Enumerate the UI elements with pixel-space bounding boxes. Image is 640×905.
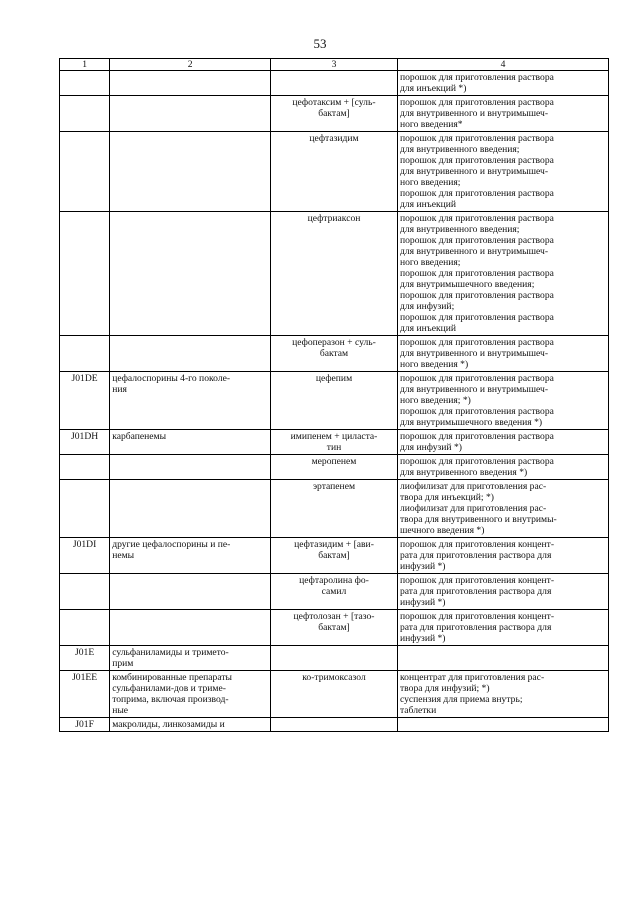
- dosage-form-line: ного введения;: [399, 177, 461, 188]
- table-row: [60, 574, 609, 610]
- table-row: [60, 336, 609, 372]
- atc-code-cell: [60, 480, 110, 538]
- dosage-form-line: порошок для приготовления раствора: [399, 337, 554, 348]
- dosage-form-line: порошок для приготовления раствора: [399, 97, 554, 108]
- dosage-form-line: порошок для приготовления раствора: [399, 312, 554, 323]
- dosage-form-line: для внутривенного введения;: [399, 224, 520, 235]
- dosage-forms-cell: [397, 718, 608, 732]
- group-name-cell: [110, 212, 271, 336]
- atc-code-cell: J01EE: [60, 671, 110, 718]
- drug-name-cell: [270, 718, 397, 732]
- atc-code-cell: [60, 71, 110, 96]
- dosage-form-line: шечного введения *): [399, 525, 485, 536]
- table-row: [60, 372, 609, 430]
- header-cell: 3: [270, 59, 397, 71]
- atc-code-cell: J01F: [60, 718, 110, 732]
- dosage-form-line: для внутримышечного введения *): [399, 417, 543, 428]
- dosage-form-line: порошок для приготовления раствора: [399, 213, 554, 224]
- group-name-cell: [110, 480, 271, 538]
- dosage-form-line: суспензия для приема внутрь;: [399, 694, 523, 705]
- dosage-form-line: твора для инъекций; *): [399, 492, 494, 503]
- dosage-forms-cell: [397, 455, 608, 480]
- dosage-form-line: порошок для приготовления раствора: [399, 268, 554, 279]
- dosage-form-line: порошок для приготовления раствора: [399, 188, 554, 199]
- dosage-forms-cell: [397, 71, 608, 96]
- drug-name-cell: эртапенем: [270, 480, 397, 538]
- drug-table: [59, 58, 609, 732]
- drug-name-cell: цефтазидим: [270, 132, 397, 212]
- table-row: [60, 538, 609, 574]
- dosage-form-line: порошок для приготовления раствора: [399, 72, 554, 83]
- dosage-form-line: порошок для приготовления раствора: [399, 235, 554, 246]
- dosage-forms-cell: [397, 574, 608, 610]
- header-cell: 2: [110, 59, 271, 71]
- dosage-form-line: для внутривенного и внутримышеч-: [399, 246, 549, 257]
- dosage-forms-cell: [397, 336, 608, 372]
- dosage-form-line: твора для инфузий; *): [399, 683, 490, 694]
- dosage-form-line: таблетки: [399, 705, 437, 716]
- dosage-form-line: порошок для приготовления раствора: [399, 155, 554, 166]
- drug-name-cell: ко-тримоксазол: [270, 671, 397, 718]
- table-row: [60, 430, 609, 455]
- atc-code-cell: [60, 336, 110, 372]
- dosage-form-line: для внутривенного введения;: [399, 144, 520, 155]
- drug-name-cell: [270, 71, 397, 96]
- group-name-cell: [110, 336, 271, 372]
- group-name-cell: [110, 71, 271, 96]
- dosage-form-line: для внутримышечного введения;: [399, 279, 535, 290]
- dosage-form-line: рата для приготовления раствора для: [399, 550, 552, 561]
- group-name-cell: другие цефалоспорины и пе- немы: [110, 538, 271, 574]
- atc-code-cell: J01DI: [60, 538, 110, 574]
- dosage-form-line: порошок для приготовления раствора: [399, 431, 554, 442]
- drug-name-cell: меропенем: [270, 455, 397, 480]
- drug-name-cell: [270, 646, 397, 671]
- dosage-form-line: для инфузий;: [399, 301, 455, 312]
- dosage-forms-cell: [397, 646, 608, 671]
- atc-code-cell: [60, 574, 110, 610]
- dosage-form-line: для инъекций: [399, 199, 457, 210]
- dosage-form-line: порошок для приготовления раствора: [399, 133, 554, 144]
- dosage-form-line: порошок для приготовления концент-: [399, 539, 555, 550]
- dosage-form-line: для внутривенного и внутримышеч-: [399, 108, 549, 119]
- dosage-forms-cell: [397, 212, 608, 336]
- dosage-form-line: инфузий *): [399, 561, 446, 572]
- table-row: [60, 71, 609, 96]
- atc-code-cell: J01DE: [60, 372, 110, 430]
- dosage-forms-cell: [397, 480, 608, 538]
- table-row: [60, 455, 609, 480]
- header-cell: 4: [397, 59, 608, 71]
- drug-name-cell: цефтриаксон: [270, 212, 397, 336]
- group-name-cell: [110, 96, 271, 132]
- atc-code-cell: [60, 96, 110, 132]
- group-name-cell: [110, 610, 271, 646]
- dosage-forms-cell: [397, 610, 608, 646]
- drug-name-cell: цефоперазон + суль- бактам: [270, 336, 397, 372]
- dosage-form-line: инфузий *): [399, 597, 446, 608]
- atc-code-cell: [60, 132, 110, 212]
- dosage-form-line: ного введения *): [399, 359, 469, 370]
- group-name-cell: [110, 132, 271, 212]
- dosage-form-line: для внутривенного и внутримышеч-: [399, 384, 549, 395]
- dosage-form-line: ного введения; *): [399, 395, 471, 406]
- dosage-form-line: рата для приготовления раствора для: [399, 586, 552, 597]
- group-name-cell: комбинированные препараты сульфанилами-дов и триме- топрима, включая производ- ные: [110, 671, 271, 718]
- dosage-form-line: рата для приготовления раствора для: [399, 622, 552, 633]
- drug-name-cell: цефтаролина фо- самил: [270, 574, 397, 610]
- drug-name-cell: имипенем + циласта- тин: [270, 430, 397, 455]
- drug-name-cell: цефотаксим + [суль- бактам]: [270, 96, 397, 132]
- dosage-form-line: порошок для приготовления раствора: [399, 406, 554, 417]
- atc-code-cell: J01E: [60, 646, 110, 671]
- header-row: [60, 59, 609, 71]
- dosage-form-line: инфузий *): [399, 633, 446, 644]
- dosage-form-line: для внутривенного и внутримышеч-: [399, 348, 549, 359]
- table-row: [60, 480, 609, 538]
- dosage-forms-cell: [397, 372, 608, 430]
- group-name-cell: карбапенемы: [110, 430, 271, 455]
- dosage-forms-cell: [397, 430, 608, 455]
- table-row: [60, 671, 609, 718]
- dosage-form-line: порошок для приготовления раствора: [399, 373, 554, 384]
- table-row: [60, 212, 609, 336]
- header-cell: 1: [60, 59, 110, 71]
- dosage-forms-cell: [397, 671, 608, 718]
- dosage-form-line: ного введения*: [399, 119, 463, 130]
- table-row: [60, 96, 609, 132]
- drug-name-cell: цефепим: [270, 372, 397, 430]
- dosage-form-line: ного введения;: [399, 257, 461, 268]
- atc-code-cell: J01DH: [60, 430, 110, 455]
- table-row: [60, 610, 609, 646]
- dosage-form-line: для инъекций *): [399, 83, 467, 94]
- dosage-form-line: порошок для приготовления раствора: [399, 290, 554, 301]
- atc-code-cell: [60, 610, 110, 646]
- table-row: [60, 132, 609, 212]
- table-row: [60, 718, 609, 732]
- dosage-form-line: лиофилизат для приготовления рас-: [399, 503, 547, 514]
- dosage-forms-cell: [397, 538, 608, 574]
- drug-name-cell: цефтазидим + [ави- бактам]: [270, 538, 397, 574]
- dosage-form-line: порошок для приготовления раствора: [399, 456, 554, 467]
- dosage-form-line: концентрат для приготовления рас-: [399, 672, 545, 683]
- atc-code-cell: [60, 455, 110, 480]
- dosage-form-line: для внутривенного и внутримышеч-: [399, 166, 549, 177]
- dosage-form-line: твора для внутривенного и внутримы-: [399, 514, 557, 525]
- group-name-cell: макролиды, линкозамиды и: [110, 718, 271, 732]
- page-number: 53: [313, 36, 327, 51]
- dosage-form-line: порошок для приготовления концент-: [399, 611, 555, 622]
- dosage-form-line: для инъекций: [399, 323, 457, 334]
- atc-code-cell: [60, 212, 110, 336]
- drug-name-cell: цефтолозан + [тазо- бактам]: [270, 610, 397, 646]
- table-row: [60, 646, 609, 671]
- dosage-forms-cell: [397, 96, 608, 132]
- dosage-form-line: для инфузий *): [399, 442, 462, 453]
- group-name-cell: цефалоспорины 4-го поколе- ния: [110, 372, 271, 430]
- dosage-form-line: для внутривенного введения *): [399, 467, 528, 478]
- group-name-cell: сульфаниламиды и тримето- прим: [110, 646, 271, 671]
- dosage-form-line: лиофилизат для приготовления рас-: [399, 481, 547, 492]
- dosage-forms-cell: [397, 132, 608, 212]
- group-name-cell: [110, 574, 271, 610]
- group-name-cell: [110, 455, 271, 480]
- dosage-form-line: порошок для приготовления концент-: [399, 575, 555, 586]
